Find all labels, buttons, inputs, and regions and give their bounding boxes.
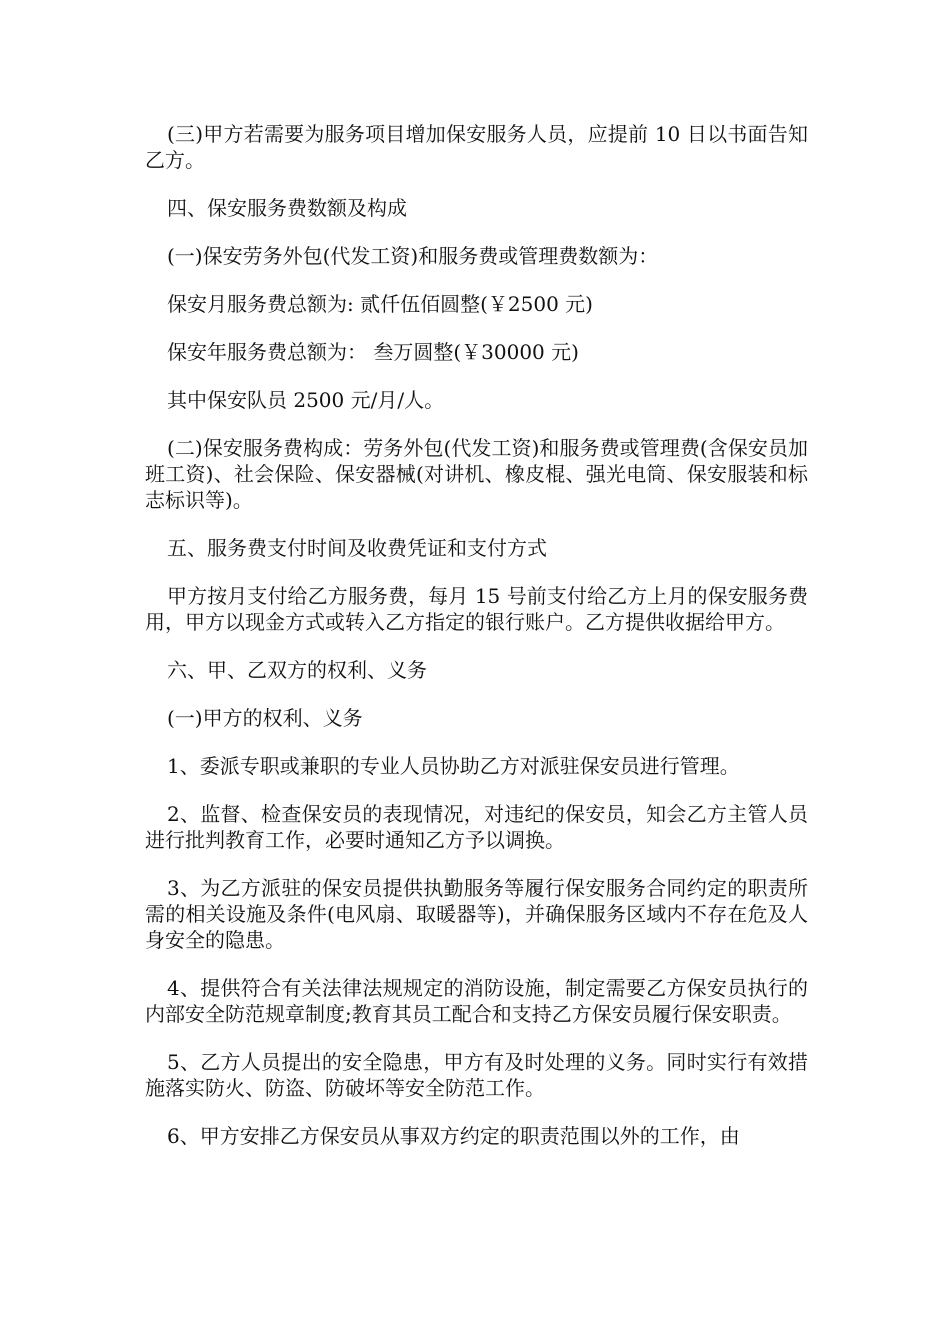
section-heading-fee-amount: 四、保安服务费数额及构成 [167,196,407,220]
document-body [145,121,808,1171]
section-heading-payment: 五、服务费支付时间及收费凭证和支付方式 [167,536,547,560]
paragraph-annual-fee: 保安年服务费总额为： 叁万圆整(￥30000 元) [167,340,579,364]
paragraph-party-a-item-4: 4、提供符合有关法律法规规定的消防设施，制定需要乙方保安员执行的内部安全防范规章制度;教育其员工配合和支持乙方保安员履行保安职责。 [145,976,808,1026]
subsection-heading-fee-amount: (一)保安劳务外包(代发工资)和服务费或管理费数额为： [167,244,659,268]
paragraph-party-a-item-2: 2、监督、检查保安员的表现情况，对违纪的保安员，知会乙方主管人员进行批判教育工作，必要时通知乙方予以调换。 [145,802,808,852]
paragraph-add-staff-notice: (三)甲方若需要为服务项目增加保安服务人员，应提前 10 日以书面告知乙方。 [145,122,808,172]
paragraph-party-a-item-6: 6、甲方安排乙方保安员从事双方约定的职责范围以外的工作，由 [167,1124,740,1148]
paragraph-per-guard-fee: 其中保安队员 2500 元/月/人。 [167,388,445,412]
section-heading-rights-duties: 六、甲、乙双方的权利、义务 [167,658,427,682]
paragraph-payment-terms: 甲方按月支付给乙方服务费，每月 15 号前支付给乙方上月的保安服务费用，甲方以现金方式或转入乙方指定的银行账户。乙方提供收据给甲方。 [145,584,808,634]
paragraph-party-a-item-1: 1、委派专职或兼职的专业人员协助乙方对派驻保安员进行管理。 [167,754,740,778]
paragraph-monthly-fee: 保安月服务费总额为: 贰仟伍佰圆整(￥2500 元) [167,292,593,316]
subsection-heading-party-a: (一)甲方的权利、义务 [167,706,363,730]
paragraph-party-a-item-5: 5、乙方人员提出的安全隐患，甲方有及时处理的义务。同时实行有效措施落实防火、防盗、防破坏等安全防范工作。 [145,1050,808,1100]
paragraph-party-a-item-3: 3、为乙方派驻的保安员提供执勤服务等履行保安服务合同约定的职责所需的相关设施及条件(电风扇、取暖器等)，并确保服务区域内不存在危及人身安全的隐患。 [145,876,808,952]
paragraph-fee-composition: (二)保安服务费构成：劳务外包(代发工资)和服务费或管理费(含保安员加班工资)、社会保险、保安器械(对讲机、橡皮棍、强光电筒、保安服装和标志标识等)。 [145,436,808,512]
